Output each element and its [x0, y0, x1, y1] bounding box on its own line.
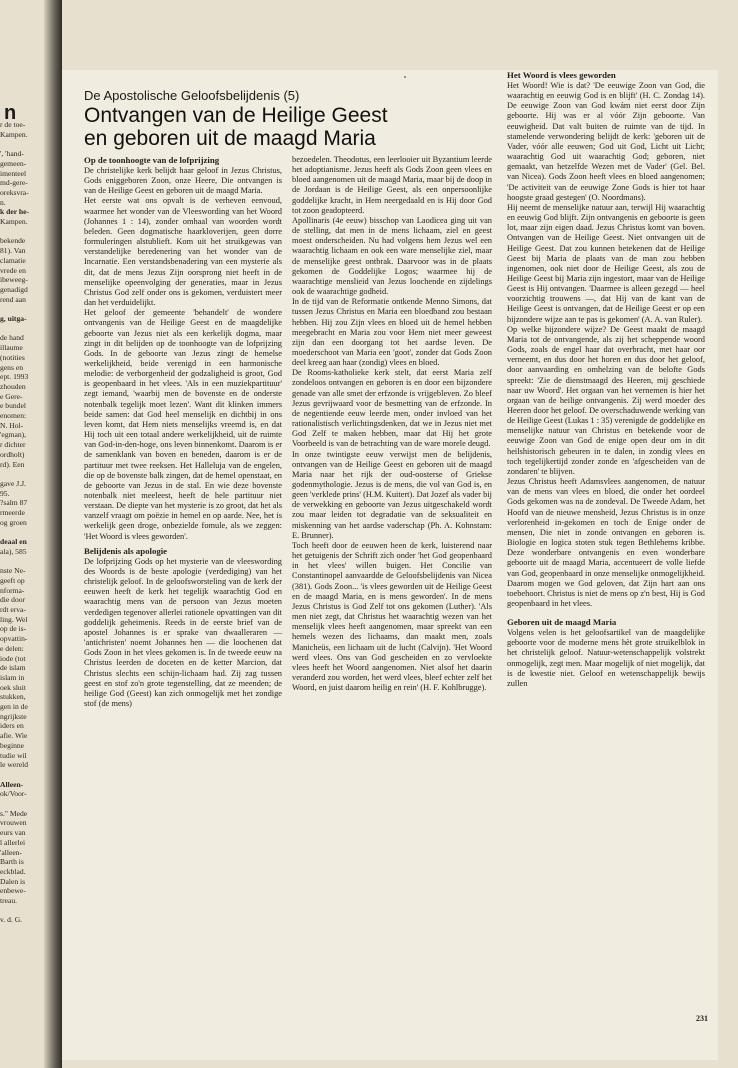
left-fragment-line: gemeen- [0, 158, 27, 168]
left-fragment-line: l allerlei [0, 837, 26, 847]
series-title: De Apostolische Geloofsbelijdenis (5) [84, 88, 300, 103]
left-fragment-line: ibeweeg- [0, 275, 28, 285]
paragraph: Jezus Christus heeft Adamsvlees aangenomen, de natuur van de mens van vlees en bloed, die onder het oordeel Gods gekomen was na de zondeval. De Tweede Adam, het Hoofd van de nieuwe mensheid, Jezus Christus is in onze verlorenheid in-gekomen en toch de Enige onder de mensen, Die niet in zonde ontvangen en geboren is. Biologie en logica stoten stuk tegen Bethlehems kribbe. Deze wonderbare ontvangenis en even wonderbare geboorte uit de maagd Maria, accentueert de volle liefde van God, geopenbaard in onze menselijke onmogelijkheid. Daarom mogen we God geloven, dat Zijn hart aan ons toebehoort. Christus is niet de mens op z'n best, Hij is God geopenbaard in het vlees. [507, 477, 705, 608]
left-fragment-line: ordholt) [0, 449, 25, 459]
paragraph: De lofprijzing Gods op het mysterie van de vleeswording des Woords is de beste apologie (verdediging) van het christelijk geloof. In de geloofsworsteling van de kerk der eeuwen heeft de kerk het tegelijk waarachtig God en waarachtig mens van de persoon van Jezus moeten verdedigen tegenover allerlei rationele opvattingen van dit goddelijk geheimenis. Reeds in de eerste brief van de apostel Johannes is er sprake van dwaalleraren — 'antichristen' noemt Johannes hen — die loochenen dat Gods Zoon in het vlees gekomen is. In de tweede eeuw na Christus leerden de doceten en de ketter Marcion, dat Christus slechts een schijn-lichaam had. Zij zag tussen geest en stof zo'n grote tegenstelling, dat ze meenden; de heilige God (Geest) kan zich onmogelijk met het zondige stof (de mens) [84, 556, 282, 708]
paragraph: Volgens velen is het geloofsartikel van de maagdelijke geboorte voor de moderne mens hèt grote struikelblok in het christelijk geloof. Natuur-wetenschappelijk volstrekt onmogelijk, zegt men. Maar mogelijk of niet mogelijk, dat is de kwestie niet. Geloof en wetenschappelijk bewijs zullen [507, 628, 705, 688]
left-fragment-line: le wereld [0, 760, 29, 770]
left-fragment-line: de islam [0, 663, 26, 673]
left-fragment-line: e bundel [0, 401, 26, 411]
left-fragment-line: ala), 585 [0, 546, 27, 556]
left-fragment-line: Dalen is [0, 876, 26, 886]
left-fragment-line: v. d. G. [0, 915, 23, 925]
left-fragment-line: die door [0, 595, 26, 605]
left-fragment-line: gen in de [0, 702, 28, 711]
left-fragment-line: og groen [0, 517, 27, 527]
paragraph: In onze twintigste eeuw verwijst men de belijdenis, ontvangen van de Heilige Geest en geboren uit de maagd Maria naar het rijk der oud-oosterse of Griekse godenmythologie. Jezus is de mens, die vol van God is, en geen 'verklede prins' (H.M. Kuitert). Dat Jozef als vader bij de verwekking en geboorte van Jezus uitgeschakeld wordt zou maar leiden tot degradatie van de seksualiteit en miskenning van het aardse vaderschap (Ph. A. Kohnstam: E. Brunner). [292, 449, 492, 540]
left-fragment-line: genadigd [0, 284, 28, 294]
section-heading: Belijdenis als apologie [84, 545, 168, 556]
paragraph: In de tijd van de Reformatie ontkende Menno Simons, dat tussen Jezus Christus en Maria een bloedband zou bestaan hebben. Hij zou Zijn vlees en bloed uit de hemel hebben meegebracht en Maria zou voor Hem niet meer geweest zijn dan een doorgang tot het aardse leven. De moederschoot van Maria een 'goot', zonder dat Gods Zoon deel kreeg aan haar (zondig) vlees en bloed. [292, 297, 492, 368]
left-fragment-line: vrede en [0, 265, 26, 275]
left-fragment-line: oek sluit [0, 682, 26, 692]
left-fragment-line: deaal en [0, 537, 27, 547]
paragraph: Het geloof der gemeente 'behandelt' de wondere ontvangenis van de Heilige Geest en de maagdelijke geboorte van Jezus niet als een kerkelijk dogma, maar zingt in dit belijden op de toonhoogte van de lofprijzing Gods. In de geboorte van Jezus zingt de hemelse werkelijkheid, beide verenigd in een harmonische melodie: de verborgenheid der godzaligheid is groot, God is geopenbaard in het vlees. 'Als in een muziekpartituur' zegt iemand, 'waarbij men de bovenste en de onderste notenbalk tegelijk moet lezen'. Want dit klinken immers beide samen: dat God heel menselijk en dichtbij in ons leven komt, dat Hem niets menselijks vreemd is, en dat Hij toch uit een totaal andere werkelijkheid, uit de ruimte van God-in-den-hoge, ons leven binnenkomt. Daarom is er de samenklank van boven en beneden, daarom is er de partituur met twee reeksen. Het Halleluja van de engelen, die op de bovenste balk zingen, dat de hemel openstaat, en de geboorte van Jezus in de stal. En wie deze bovenste notenbalk niet meeleest, heeft de hele partituur niet verstaan. De diepte van het mysterie is zo groot, dat het als vanzelf vraagt om poëzie in hemel en op aarde. Nee, het is werkelijk geen droge, onbezielde fomule, als we zeggen: 'Het Woord is vlees geworden'. [84, 308, 282, 541]
left-fragment-line: md-gere- [0, 178, 28, 188]
left-fragment-line: s." Mede [0, 808, 28, 818]
paragraph: Hij neemt de menselijke natuur aan, terwijl Hij waarachtig en eeuwig God blijft. Zijn ontvangenis en geboorte is geen lot, maar zijn eigen daad. Jezus Christus komt van boven. Ontvangen van de Heilige Geest. Niet ontvangen uit de Heilige Geest. Dat zou kunnen betekenen dat de Heilige Geest bij Maria de plaats van de man zou hebben ingenomen, ook niet door de Heilige Geest, als zou de Heilige Geest bij Maria zijn ingestort, maar van de Heilige Geest is Hij ontvangen. 'Daarmee is alleen gezegd — heel voorzichtig trouwens —, dat Hij van de kant van de Heilige Geest is ontvangen, dat de Heilige Geest er op een bijzondere wijze aan te pas is gekomen' (A. A. van Ruler). [507, 202, 705, 324]
left-fragment-line: ok/Voor- [0, 789, 27, 799]
left-fragment-line: e Gere- [0, 391, 23, 401]
page-speck [404, 76, 406, 78]
left-fragment-line: gave J.J. [0, 478, 26, 488]
left-fragment-line: 'alleen- [0, 847, 23, 857]
left-fragment-line: r dichter [0, 440, 26, 450]
article-title-line-2: en geboren uit de maagd Maria [84, 127, 376, 151]
left-fragment-line: op de is- [0, 624, 27, 634]
left-fragment-line: eurs van [0, 828, 26, 838]
left-fragment-line: ept. 1993 [0, 372, 29, 382]
left-fragment-line: de hand [0, 333, 24, 343]
left-fragment-line: eckblad. [0, 866, 26, 876]
paragraph: Het Woord! Wie is dat? 'De eeuwige Zoon van God, die waarachtig en eeuwig God is en blijft' (H. C. Zondag 14). De eeuwige Zoon van God kwám niet eerst door Zijn geboorte. Hij was er al vóór Zijn geboorte. Van eeuwigheid. Dat valt buiten de ruimte van de tijd. In stamelende verwondering belijdt de kerk: 'geboren uit de Vader, vóór alle eeuwen; God uit God, Licht uit Licht; waarachtig God uit waarachtig God; geboren, niet gemaakt, van hetzelfde Wezen met de Vader' (Gel. Bel. van Nicea). Gods Zoon heeft vlees en bloed aangenomen; 'De activiteit van de eeuwige Zone Gods is hier tot haar hoogste graad gestegen' (O. Noordmans). [507, 81, 705, 202]
left-fragment-line: opvattin- [0, 634, 28, 644]
left-fragment-line: iode (tot [0, 653, 26, 663]
paragraph: Op welke bijzondere wijze? De Geest maakt de maagd Maria tot de ontvangende, als zij het scheppende woord Gods, zoals de engel haar dat overbracht, met haar oor verneemt, en dus door het horen en dus door het geloof, door aanvaarding en omhelzing van de belofte Gods spreekt: 'Zie de dienstmaagd des Heeren, mij geschiede naar uw Woord'. Het orgaan van het vernemen is hier het orgaan van de heilige ontvangenis. Zij werd moeder des Heeren door het geloof. De overschaduwende werking van de Heilige Geest (Lukas 1 : 35) verenigde de goddelijke en menselijke natuur van Christus en betekende voor de eeuwige Zoon van God de enige open deur om in dit heilshistorisch gebeuren in te dalen, in zondig vlees en toch tegelijkertijd zonder zonde en 'afgescheiden van de zondaren' te blijven. [507, 324, 705, 476]
gutter-shadow [44, 0, 62, 1068]
left-fragment-line: Alleen- [0, 779, 24, 789]
section-spacer [507, 609, 705, 613]
left-fragment-line: (notities [0, 352, 25, 362]
left-fragment-line: rd). Een [0, 459, 25, 469]
article-column-2 [292, 155, 492, 693]
left-page-title-fragment: n [4, 102, 17, 124]
left-fragment-line: Kampen. [0, 217, 28, 226]
paragraph: Apollinaris (4e eeuw) bisschop van Laodicea ging uit van de stelling, dat men in de mens lichaam, ziel en geest moest onderscheiden. Nu had volgens hem Jezus wel een waarachtig lichaam en ook een ware menselijke ziel, maar de menselijke geest ontbrak. Daarvoor was in de plaats gekomen de Goddelijke Logos; waarmee hij de waarachtige menslieid van Jezus loochende en zijdelings ook de waarachtige godheid. [292, 215, 492, 297]
left-fragment-line: geeft op [0, 575, 25, 585]
left-fragment-line: vrouwen [0, 818, 27, 828]
left-fragment-line: tudie wil [0, 750, 27, 760]
left-fragment-line: treau. [0, 896, 18, 905]
left-fragment-line: islam in [0, 672, 25, 682]
left-fragment-line: Barth is [0, 857, 24, 867]
left-fragment-line: imenteel [0, 168, 27, 178]
left-fragment-line: ngrijkste [0, 711, 27, 721]
left-fragment-line: n. [0, 197, 6, 207]
paragraph: De Rooms-katholieke kerk stelt, dat eerst Maria zelf zondeloos ontvangen en geboren is en door een bijzondere genade van alle smet der erfzonde is vrijgebleven. Zo bleef Jezus gevrijwaard voor de besmetting van de erfzonde. In de negentiende eeuw leerde men, onder invloed van het rationalistisch verlichtingsdenken, dat we in Jezus niet met God Zelf te maken hebben, maar dat Hij het grote Voorbeeld is van de betrachting van de ware morele deugd. [292, 368, 492, 449]
left-fragment-line: iders en [0, 721, 24, 731]
left-fragment-line: e delen: [0, 643, 24, 653]
section-heading: Geboren uit de maagd Maria [507, 617, 617, 628]
article-column-3 [507, 70, 705, 689]
article-title-line-1: Ontvangen van de Heilige Geest [84, 104, 388, 127]
article-column-1 [84, 155, 282, 709]
left-fragment-line: beginne [0, 740, 25, 750]
left-fragment-line: ling. Wel [0, 614, 28, 624]
left-fragment-line: nforma- [0, 585, 25, 595]
left-fragment-line: 'egman), [0, 430, 27, 440]
left-fragment-line: afie. Wie [0, 731, 28, 741]
paragraph: De christelijke kerk belijdt haar geloof in Jezus Christus, Gods eniggeboren Zoon, onze Heere, Die ontvangen is van de Heilige Geest en geboren uit de maagd Maria. [84, 166, 282, 196]
left-fragment-line: ', 'hand- [0, 149, 24, 159]
left-fragment-line: ?salm 87 [0, 498, 28, 508]
left-fragment-line: bekende [0, 236, 26, 246]
left-fragment-line: 81). Van [0, 246, 26, 256]
left-fragment-line: enbewe- [0, 886, 26, 896]
section-heading: Het Woord is vlees geworden [507, 70, 616, 80]
left-fragment-line: oreksvra- [0, 187, 29, 197]
left-fragment-line: r de toe- [0, 120, 26, 129]
paragraph: Het eerste wat ons opvalt is de verheven eenvoud, waarmee het wonder van de Vleeswording van het Woord (Johannes 1 : 14), zonder omhaal van woorden wordt beleden. Geen dogmatische haarkloverijen, geen dorre formuleringen alstublieft. Kom uit het struikgewas van verstandelijke beredenering van het wonder van de Incarnatie. Een verstandsbenadering van een mysterie als dit, dat de mens Jezus Zijn oorsprong niet heeft in de menselijke opeenvolging der generaties, maar in Jezus Christus God zelf onder ons is gekomen, verduistert meer dan het verduidelijkt. [84, 196, 282, 308]
left-fragment-line: Kampen. [0, 129, 28, 139]
paragraph: bezoedelen. Theodotus, een leerlooier uit Byzantium leerde het adoptianisme. Jezus heeft als Gods Zoon geen vlees en bloed aangenomen uit de maagd Maria, maar bij de doop in de Jordaan is de Heilige Geest, als een onpersoonlijke goddelijke kracht, in Hem neergedaald en is Hij door God tot zoon geadopteerd. [292, 155, 492, 215]
left-fragment-line: N. Hol- [0, 420, 24, 430]
left-fragment-line: stukken, [0, 692, 26, 702]
paragraph: Toch heeft door de eeuwen heen de kerk, luisterend naar het getuigenis der Schrift zich onder 'het God geopenbaard in het vlees' willen buigen. Het Concilie van Constantinopel aanvaardde de Geloofsbelijdenis van Nicea (381). Gods Zoon... 'is vlees geworden uit de Heilige Geest en de maagd Maria, en is mens geworden'. In de mens Jezus Christus is God Zelf tot ons gekomen (Luther). 'Als men niet zegt, dat Christus het waarachtig wezen van het menselijk vlees heeft aangenomen, maar spreekt van een hemels wezen des lichaams, dan maakt men, zoals Manicheüs, een lichaam uit de lucht (Calvijn). 'Het Woord werd vlees. Ons van God gescheiden en zo vervloekte vlees heeft het Woord aangenomen. Niet alsof het daarin veranderd zou worden, het werd vlees, bleef echter zelf het Woord, en juist daarom heilig en rein' (H. F. Kohlbrugge). [292, 540, 492, 693]
left-fragment-line: rdt erva- [0, 605, 26, 614]
left-fragment-line: 95. [0, 488, 10, 498]
left-fragment-line: clamatie [0, 255, 26, 265]
left-fragment-line: gens en [0, 362, 23, 372]
left-fragment-line: rend aan [0, 294, 26, 304]
left-fragment-line: illaume [0, 343, 23, 353]
left-fragment-line: g, uitga- [0, 314, 27, 323]
article-title [84, 104, 494, 150]
left-fragment-line: nste Ne- [0, 566, 26, 576]
section-heading: Op de toonhoogte van de lofprijzing [84, 155, 220, 165]
page-number: 231 [696, 1014, 708, 1023]
left-fragment-line: enomen: [0, 411, 27, 420]
left-fragment-line: k der he- [0, 207, 29, 217]
left-fragment-line: rmeerde [0, 508, 25, 517]
left-fragment-line: zhouden [0, 381, 26, 391]
